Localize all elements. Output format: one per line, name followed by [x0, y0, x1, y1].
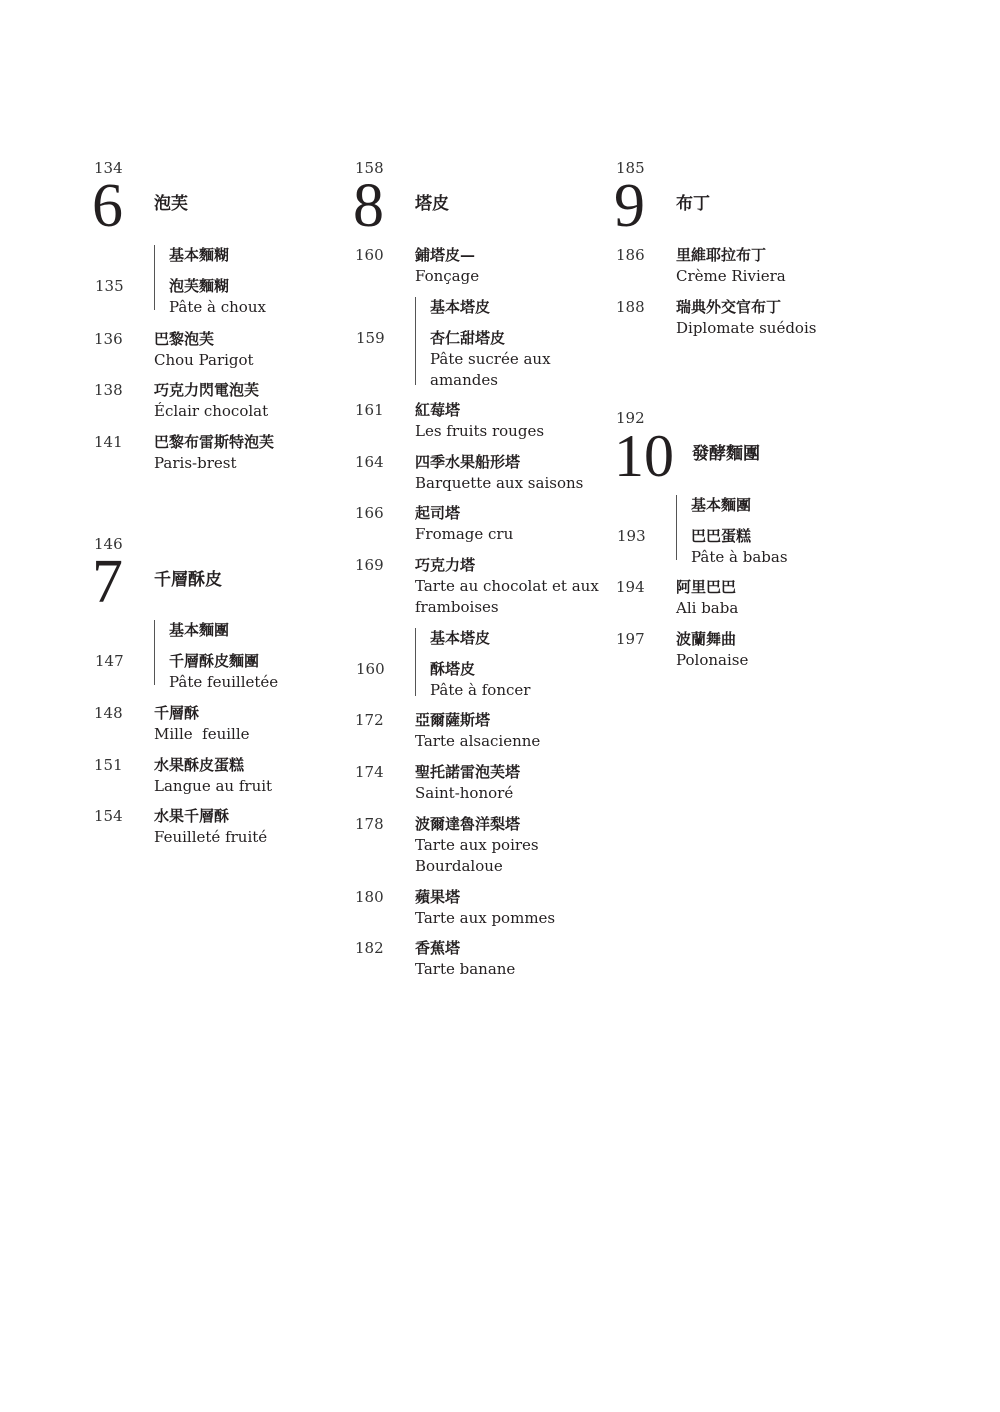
base-recipe-group: [356, 297, 616, 389]
entry-title-fr[interactable]: Pâte à choux: [169, 298, 266, 316]
entry-page-number: 136: [94, 330, 123, 348]
entry-page-number: 141: [94, 433, 123, 451]
entry-title-zh: 水果酥皮蛋糕: [154, 756, 245, 774]
base-recipe-label: 基本麵團: [691, 496, 752, 514]
entry-title-zh: 巧克力塔: [415, 556, 476, 574]
entry-title-fr: Fonçage: [415, 267, 480, 285]
entry-title-zh: 波爾達魯洋梨塔: [415, 815, 521, 833]
section-number: 9: [614, 172, 645, 240]
entry-title-zh: 紅莓塔: [415, 401, 461, 419]
entry-title-fr: Ali baba: [676, 599, 739, 617]
section-page-number[interactable]: 192: [616, 409, 645, 427]
entry-page-number: 178: [355, 815, 384, 833]
entry-page-number: 194: [616, 578, 645, 596]
base-recipe-label: 基本麵糊: [169, 246, 230, 264]
entry-title-fr: Diplomate suédois: [676, 319, 817, 337]
entry-title-zh: 香蕉塔: [415, 939, 461, 957]
entry-title-fr: Polonaise: [676, 651, 749, 669]
base-recipe-label: 基本塔皮: [430, 298, 491, 316]
entry-title-fr: Feuilleté fruité: [154, 828, 268, 846]
entry-title-zh: 四季水果船形塔: [415, 453, 521, 471]
entry-title-fr: Paris-brest: [154, 454, 237, 472]
toc-column-1: [94, 158, 344, 878]
entry-title-fr[interactable]: Pâte à foncer: [430, 681, 531, 699]
entry-title-fr: Chou Parigot: [154, 351, 254, 369]
entry-page-number: 160: [355, 246, 384, 264]
entry-page-number[interactable]: 135: [95, 277, 124, 295]
base-recipe-label: 基本塔皮: [430, 629, 491, 647]
entry-title-fr[interactable]: Pâte sucrée aux amandes: [430, 350, 551, 389]
entry-title-zh[interactable]: 泡芙麵糊: [169, 277, 230, 295]
entry-title-zh: 鋪塔皮—: [415, 246, 476, 264]
entry-title-fr: Éclair chocolat: [154, 402, 269, 420]
entry-page-number: 166: [355, 504, 384, 522]
entry-title-zh: 亞爾薩斯塔: [415, 711, 491, 729]
entry-page-number: 169: [355, 556, 384, 574]
entry-title-fr: Langue au fruit: [154, 777, 273, 795]
entry-page-number: 148: [94, 704, 123, 722]
entry-title-zh: 聖托諾雷泡芙塔: [415, 763, 521, 781]
entry-title-fr[interactable]: Pâte feuilletée: [169, 673, 279, 691]
base-recipe-group: [95, 620, 355, 691]
entry-title-fr: Tarte aux poires Bourdaloue: [415, 836, 539, 875]
entry-title-zh: 水果千層酥: [154, 807, 230, 825]
entry-title-zh[interactable]: 巴巴蛋糕: [691, 527, 752, 545]
entry-page-number: 138: [94, 381, 123, 399]
section-page-number[interactable]: 185: [616, 159, 645, 177]
section-title[interactable]: 千層酥皮: [154, 570, 222, 590]
entry-title-zh[interactable]: 杏仁甜塔皮: [430, 329, 506, 347]
entry-title-zh: 蘋果塔: [415, 888, 461, 906]
entry-title-fr: Tarte alsacienne: [415, 732, 541, 750]
entry-page-number: 164: [355, 453, 384, 471]
entry-page-number[interactable]: 160: [356, 660, 385, 678]
base-recipe-group: [617, 495, 877, 566]
entry-title-zh: 里維耶拉布丁: [676, 246, 767, 264]
entry-title-zh: 巴黎布雷斯特泡芙: [154, 433, 275, 451]
entry-title-fr: Tarte aux pommes: [415, 909, 556, 927]
section-title[interactable]: 泡芙: [154, 194, 188, 214]
section-title[interactable]: 布丁: [676, 194, 710, 214]
entry-title-zh: 波蘭舞曲: [676, 630, 737, 648]
section-number: 10: [614, 423, 674, 489]
entry-page-number: 188: [616, 298, 645, 316]
entry-page-number: 182: [355, 939, 384, 957]
base-recipe-group: [95, 245, 355, 316]
section-number: 6: [92, 172, 123, 240]
entry-page-number: 174: [355, 763, 384, 781]
entry-page-number: 186: [616, 246, 645, 264]
entry-title-fr: Tarte au chocolat et aux framboises: [415, 577, 599, 616]
base-recipe-label: 基本麵團: [169, 621, 230, 639]
entry-title-fr: Fromage cru: [415, 525, 514, 543]
section-number: 8: [353, 172, 384, 240]
entry-title-fr: Mille feuille: [154, 725, 250, 743]
section-title[interactable]: 塔皮: [415, 194, 449, 214]
entry-page-number: 161: [355, 401, 384, 419]
entry-page-number[interactable]: 147: [95, 652, 124, 670]
entry-page-number: 180: [355, 888, 384, 906]
toc-column-2: [355, 158, 605, 988]
entry-title-zh[interactable]: 千層酥皮麵團: [169, 652, 260, 670]
entry-title-fr: Tarte banane: [415, 960, 516, 978]
section-page-number[interactable]: 134: [94, 159, 123, 177]
entry-title-fr: Les fruits rouges: [415, 422, 545, 440]
entry-page-number: 154: [94, 807, 123, 825]
section-number: 7: [92, 548, 123, 616]
entry-title-fr[interactable]: Pâte à babas: [691, 548, 788, 566]
entry-title-fr: Crème Riviera: [676, 267, 786, 285]
entry-page-number: 172: [355, 711, 384, 729]
entry-title-fr: Saint-honoré: [415, 784, 514, 802]
section-title[interactable]: 發酵麵團: [692, 444, 760, 464]
entry-title-zh: 起司塔: [415, 504, 461, 522]
entry-page-number: 151: [94, 756, 123, 774]
entry-title-zh: 巧克力閃電泡芙: [154, 381, 260, 399]
section-page-number[interactable]: 158: [355, 159, 384, 177]
entry-page-number[interactable]: 159: [356, 329, 385, 347]
toc-column-3: [616, 158, 866, 678]
entry-title-zh: 巴黎泡芙: [154, 330, 215, 348]
entry-title-zh[interactable]: 酥塔皮: [430, 660, 476, 678]
entry-title-fr: Barquette aux saisons: [415, 474, 584, 492]
entry-page-number[interactable]: 193: [617, 527, 646, 545]
entry-title-zh: 阿里巴巴: [676, 578, 737, 596]
entry-title-zh: 瑞典外交官布丁: [676, 298, 782, 316]
base-recipe-group: [356, 628, 616, 699]
entry-title-zh: 千層酥: [154, 704, 200, 722]
entry-page-number: 197: [616, 630, 645, 648]
section-page-number[interactable]: 146: [94, 535, 123, 553]
